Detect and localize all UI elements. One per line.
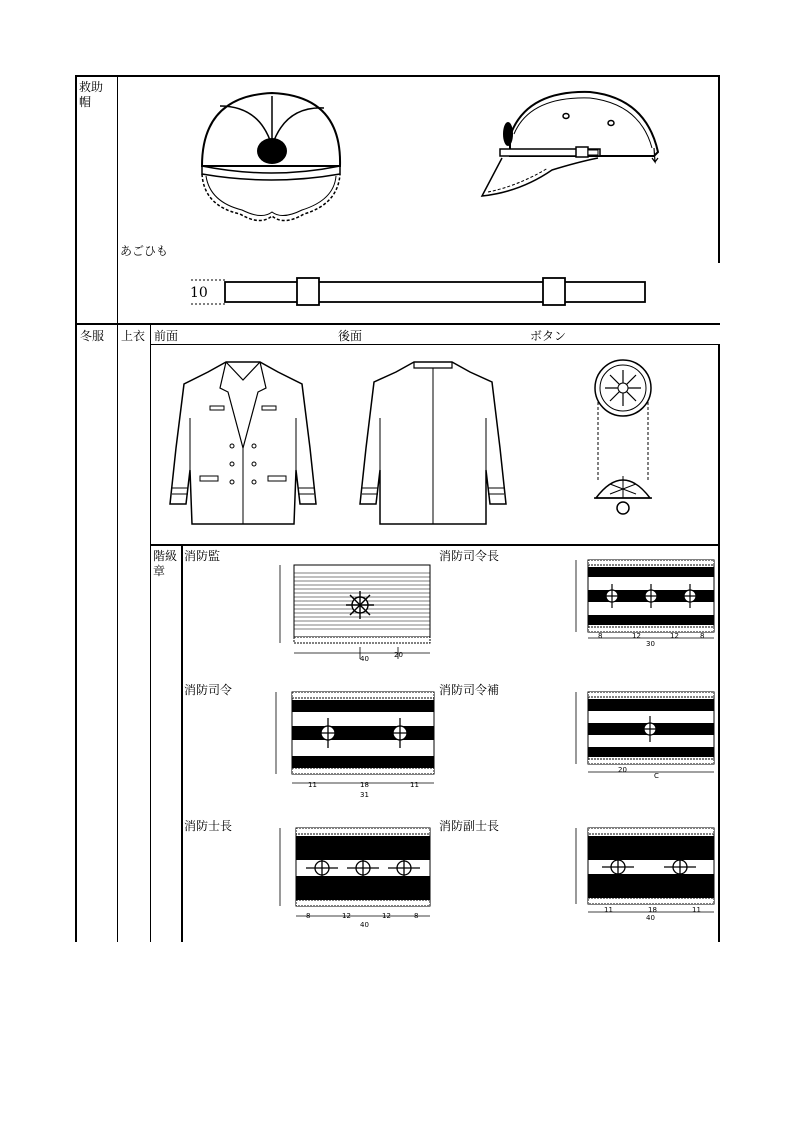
insignia-4-dim-a: 20 bbox=[618, 766, 627, 774]
rank-section-divider bbox=[150, 544, 720, 546]
insignia-5-dim-d: 8 bbox=[414, 912, 419, 920]
insignia-5-dim-b: 12 bbox=[342, 912, 351, 920]
insignia-6-dim-c: 11 bbox=[692, 906, 701, 914]
jacket-back-figure bbox=[358, 358, 508, 528]
insignia-figure-4 bbox=[568, 690, 716, 780]
button-figure bbox=[588, 358, 658, 520]
insignia-3-dim-a: 11 bbox=[308, 781, 317, 789]
helmet-row-label: 救助帽 bbox=[79, 80, 104, 109]
insignia-6-dim-a: 11 bbox=[604, 906, 613, 914]
insignia-6-dim-b: 18 bbox=[648, 906, 657, 914]
insignia-3-total: 31 bbox=[360, 791, 369, 799]
insignia-figure-5 bbox=[270, 826, 432, 926]
subcolumn-divider bbox=[150, 323, 151, 942]
helmet-front-figure bbox=[190, 88, 350, 233]
row-divider bbox=[75, 323, 720, 325]
views-header-divider bbox=[150, 344, 720, 345]
insignia-5-dim-c: 12 bbox=[382, 912, 391, 920]
jacket-front-figure bbox=[168, 358, 318, 528]
insignia-5-dim-a: 8 bbox=[306, 912, 311, 920]
winter-row-label: 冬服 bbox=[80, 329, 105, 343]
insignia-name-5: 消防士長 bbox=[184, 819, 233, 833]
table-top-border bbox=[75, 75, 720, 77]
jacket-label: 上衣 bbox=[121, 329, 146, 343]
button-view-label: ボタン bbox=[530, 329, 567, 343]
insignia-2-dim-b: 12 bbox=[632, 632, 641, 640]
insignia-1-dim-b: 20 bbox=[394, 651, 403, 659]
helmet-side-figure bbox=[478, 88, 668, 203]
label-column-divider bbox=[117, 75, 118, 942]
table-right-border-bottom bbox=[718, 344, 720, 942]
insignia-4-dim-b: C bbox=[654, 772, 659, 780]
insignia-5-total: 40 bbox=[360, 921, 369, 929]
table-left-border bbox=[75, 75, 77, 942]
insignia-name-1: 消防監 bbox=[184, 549, 221, 563]
insignia-2-total: 30 bbox=[646, 640, 655, 648]
insignia-3-dim-b: 18 bbox=[360, 781, 369, 789]
chin-strap-label: あごひも bbox=[120, 244, 169, 258]
chin-strap-dimension: 10 bbox=[190, 285, 208, 301]
insignia-3-dim-c: 11 bbox=[410, 781, 419, 789]
insignia-figure-3 bbox=[266, 690, 436, 790]
insignia-1-dim-a: 40 bbox=[360, 655, 369, 663]
front-view-label: 前面 bbox=[154, 329, 179, 343]
table-right-border-top bbox=[718, 75, 720, 263]
insignia-name-3: 消防司令 bbox=[184, 683, 233, 697]
insignia-2-dim-a: 8 bbox=[598, 632, 603, 640]
insignia-2-dim-d: 8 bbox=[700, 632, 705, 640]
rank-insignia-label: 階級章 bbox=[153, 549, 178, 578]
insignia-name-4: 消防司令補 bbox=[439, 683, 500, 697]
back-view-label: 後面 bbox=[338, 329, 363, 343]
insignia-2-dim-c: 12 bbox=[670, 632, 679, 640]
insignia-name-6: 消防副士長 bbox=[439, 819, 500, 833]
chin-strap-figure bbox=[185, 275, 650, 310]
insignia-name-2: 消防司令長 bbox=[439, 549, 500, 563]
rank-label-divider bbox=[181, 544, 183, 942]
insignia-6-total: 40 bbox=[646, 914, 655, 922]
insignia-figure-2 bbox=[568, 558, 716, 646]
insignia-figure-1 bbox=[268, 563, 433, 663]
